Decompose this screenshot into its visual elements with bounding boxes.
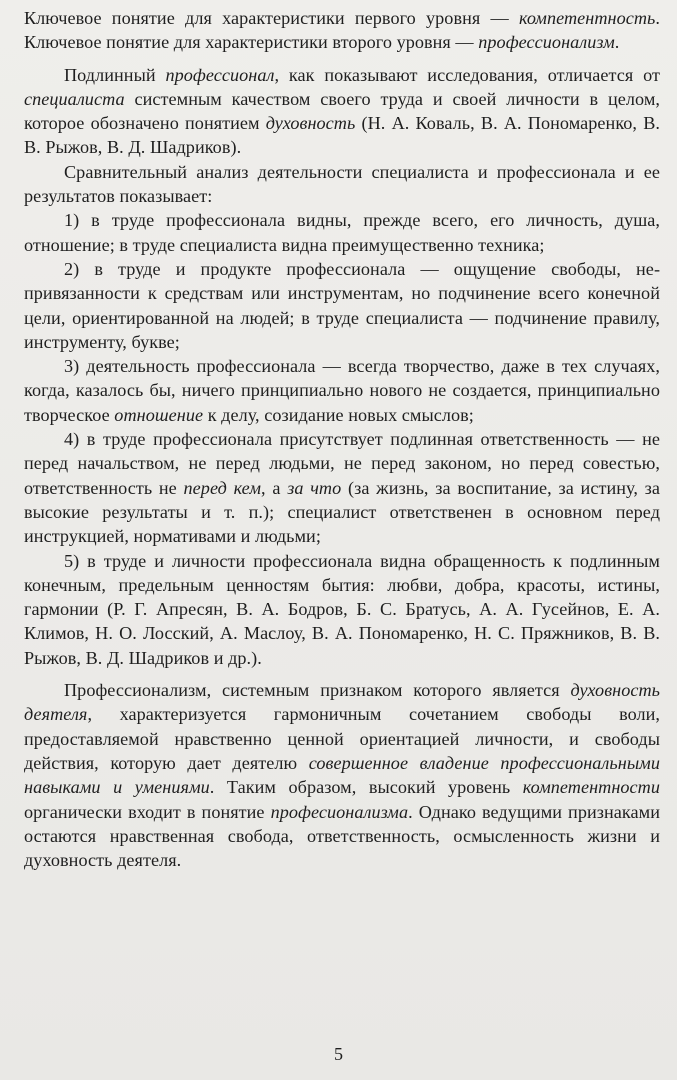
text-column [24,6,660,872]
paragraph-professionalism-summary: Профессионализм, системным признаком которого является духовность деятеля, характеризуется гармоничным сочетанием свободы воли, предоставляемой нравственно ценной ориентацией личности, и свободы действия, которую дает деятелю совершенное владение профессиональными навыками и умениями. Таким образом, высокий уровень компетентности органически входит в понятие професионализма. Однако ведущими признаками остаются нравственная свобода, ответственность, осмысленность жизни и духовность деятеля. [24,680,660,871]
page-number: 5 [334,1044,343,1064]
list-item-1: 1) в труде профессионала видны, прежде всего, его личность, душа, отношение; в труде специалиста видна преимущественно техника; [24,210,660,255]
list-item-4: 4) в труде профессионала присутствует подлинная ответственность — не перед начальством, не перед людьми, не перед законом, но перед совестью, ответственность не перед кем, а за что (за жизнь, за воспитание, за истину, за высокие результаты и т. п.); специалист ответственен в основном перед инструкцией, нормативами и людьми; [24,429,661,547]
list-item-3: 3) деятельность профессионала — всегда творчество, даже в тех случаях, когда, казалось бы, ничего принципиально нового не создается, принципиально творческое отношение к делу, созидание новых смыслов; [24,356,660,425]
list-item-2: 2) в труде и продукте профессионала — ощущение свободы, непривязанности к средствам или инструментам, но подчинение всего конечной цели, ориентированной на людей; в труде специалиста — подчинение правилу, инструменту, букве; [24,258,660,352]
paragraph-comparative-analysis: Сравнительный анализ деятельности специалиста и профессионала и ее результатов показывает: [24,161,660,207]
paragraph-professional-vs-specialist: Подлинный профессионал, как показывают исследования, отличается от специалиста системным качеством своего труда и своей личности в целом, которое обозначено понятием духовность (Н. А. Коваль, В. А. Пономаренко, В. В. Рыжов, В. Д. Шадриков). [24,64,661,158]
list-item-5: 5) в труде и личности профессионала видна обращенность к подлинным конечным, предельным ценностям бытия: любви, добра, красоты, истины, гармонии (Р. Г. Апресян, В. А. Бодров, Б. С. Братусь, А. А. Гусейнов, Е. А. Климов, Н. О. Лосский, А. Маслоу, В. А. Пономаренко, Н. С. Пряжников, В. В. Рыжов, В. Д. Шадриков и др.). [24,550,660,668]
paragraph-competence-definition: Ключевое понятие для характеристики первого уровня — компетентность. Ключевое понятие для характеристики второго уровня — профессионализм. [24,8,660,53]
